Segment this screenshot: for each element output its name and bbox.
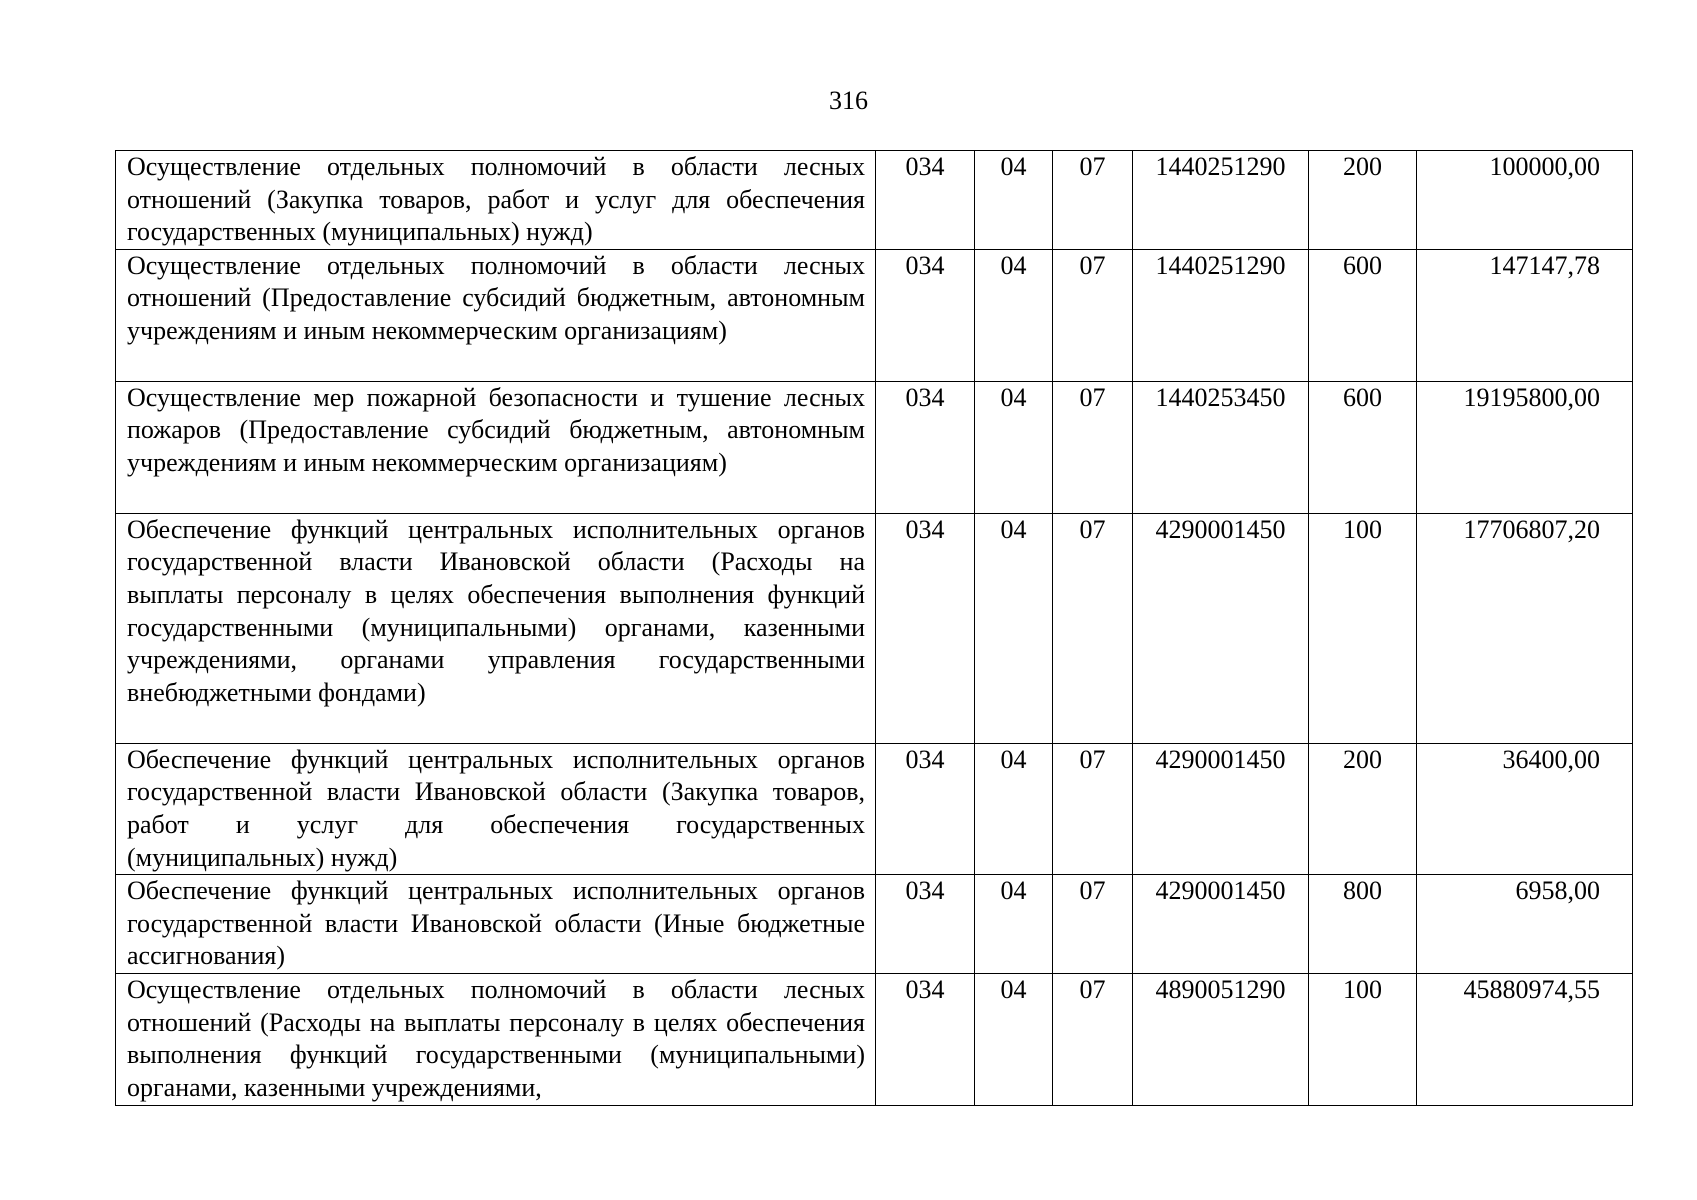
budget-table — [115, 150, 1633, 1106]
row-amount: 6958,00 — [1417, 875, 1633, 974]
row-grbs-code: 034 — [876, 974, 975, 1105]
row-description: Осуществление отдельных полномочий в области лесных отношений (Предоставление субсидий бюджетным, автономным учреждениям и иным некоммерческим организациям) — [116, 249, 876, 381]
row-grbs-code: 034 — [876, 875, 975, 974]
table-row — [116, 974, 1633, 1105]
row-section-code: 04 — [975, 513, 1053, 743]
row-subsection-code: 07 — [1053, 151, 1133, 250]
table-row — [116, 249, 1633, 381]
row-section-code: 04 — [975, 151, 1053, 250]
row-subsection-code: 07 — [1053, 875, 1133, 974]
row-description: Осуществление мер пожарной безопасности и тушение лесных пожаров (Предоставление субсидий бюджетным, автономным учреждениям и иным некоммерческим организациям) — [116, 381, 876, 513]
row-section-code: 04 — [975, 743, 1053, 874]
row-description: Осуществление отдельных полномочий в области лесных отношений (Закупка товаров, работ и услуг для обеспечения государственных (муниципальных) нужд) — [116, 151, 876, 250]
row-subsection-code: 07 — [1053, 381, 1133, 513]
row-grbs-code: 034 — [876, 743, 975, 874]
table-row — [116, 151, 1633, 250]
row-subsection-code: 07 — [1053, 513, 1133, 743]
row-amount: 45880974,55 — [1417, 974, 1633, 1105]
row-description: Обеспечение функций центральных исполнительных органов государственной власти Ивановской области (Закупка товаров, работ и услуг для обеспечения государственных (муниципальных) нужд) — [116, 743, 876, 874]
row-grbs-code: 034 — [876, 381, 975, 513]
row-target-article: 4890051290 — [1133, 974, 1309, 1105]
row-target-article: 1440253450 — [1133, 381, 1309, 513]
row-subsection-code: 07 — [1053, 249, 1133, 381]
row-grbs-code: 034 — [876, 249, 975, 381]
row-expense-type: 200 — [1309, 151, 1417, 250]
table-row — [116, 875, 1633, 974]
row-expense-type: 600 — [1309, 249, 1417, 381]
row-section-code: 04 — [975, 381, 1053, 513]
row-target-article: 4290001450 — [1133, 743, 1309, 874]
row-amount: 19195800,00 — [1417, 381, 1633, 513]
table-row — [116, 513, 1633, 743]
row-description: Обеспечение функций центральных исполнительных органов государственной власти Ивановской области (Иные бюджетные ассигнования) — [116, 875, 876, 974]
table-row — [116, 743, 1633, 874]
row-description: Обеспечение функций центральных исполнительных органов государственной власти Ивановской области (Расходы на выплаты персоналу в целях обеспечения выполнения функций государственными (муниципальными) органами, казенными учреждениями, органами управления государственными внебюджетными фондами) — [116, 513, 876, 743]
row-grbs-code: 034 — [876, 151, 975, 250]
row-target-article: 4290001450 — [1133, 513, 1309, 743]
row-amount: 147147,78 — [1417, 249, 1633, 381]
row-section-code: 04 — [975, 974, 1053, 1105]
row-section-code: 04 — [975, 249, 1053, 381]
row-grbs-code: 034 — [876, 513, 975, 743]
table-row — [116, 381, 1633, 513]
row-subsection-code: 07 — [1053, 743, 1133, 874]
page-number: 316 — [829, 86, 868, 115]
row-amount: 17706807,20 — [1417, 513, 1633, 743]
row-target-article: 1440251290 — [1133, 249, 1309, 381]
row-expense-type: 600 — [1309, 381, 1417, 513]
row-section-code: 04 — [975, 875, 1053, 974]
row-expense-type: 800 — [1309, 875, 1417, 974]
row-target-article: 4290001450 — [1133, 875, 1309, 974]
row-subsection-code: 07 — [1053, 974, 1133, 1105]
row-expense-type: 200 — [1309, 743, 1417, 874]
row-amount: 36400,00 — [1417, 743, 1633, 874]
row-expense-type: 100 — [1309, 513, 1417, 743]
row-description: Осуществление отдельных полномочий в области лесных отношений (Расходы на выплаты персоналу в целях обеспечения выполнения функций государственными (муниципальными) органами, казенными учреждениями, — [116, 974, 876, 1105]
row-expense-type: 100 — [1309, 974, 1417, 1105]
row-amount: 100000,00 — [1417, 151, 1633, 250]
row-target-article: 1440251290 — [1133, 151, 1309, 250]
